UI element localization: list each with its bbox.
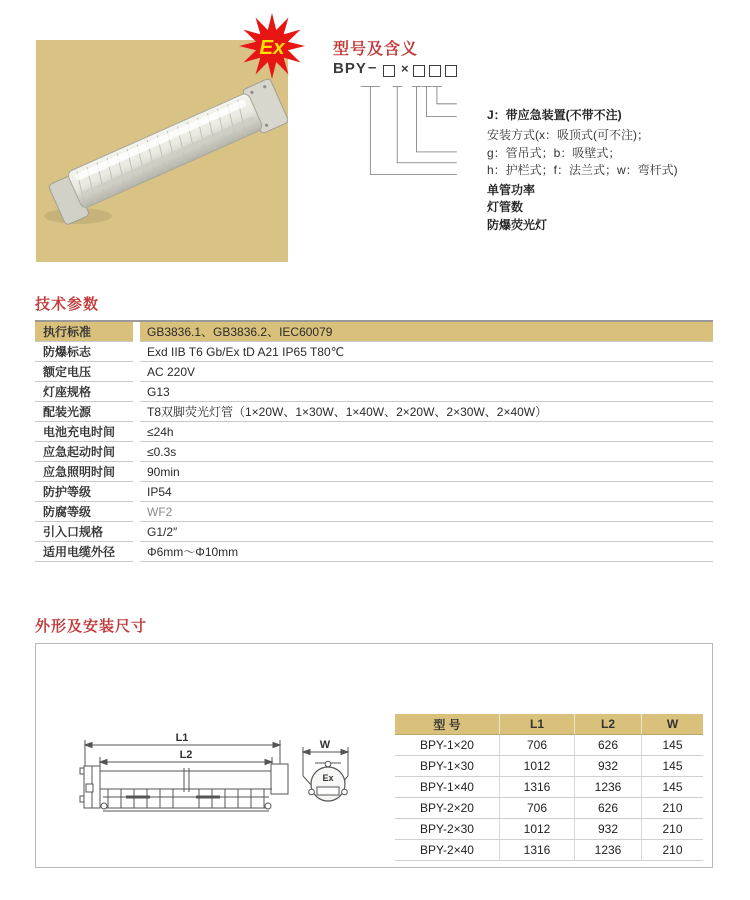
column-gap bbox=[133, 422, 140, 442]
tech-param-value: G1/2″ bbox=[140, 522, 713, 542]
dims-value-cell: 145 bbox=[642, 735, 703, 756]
dims-value-cell: 1012 bbox=[500, 756, 575, 777]
tech-param-label: 应急起动时间 bbox=[35, 442, 133, 462]
tech-param-row bbox=[35, 542, 713, 562]
column-gap bbox=[133, 342, 140, 362]
starburst-icon bbox=[238, 12, 306, 80]
tech-param-label: 额定电压 bbox=[35, 362, 133, 382]
ex-badge-text: Ex bbox=[259, 36, 285, 60]
dims-value-cell: 145 bbox=[642, 756, 703, 777]
dims-value-cell: 626 bbox=[575, 798, 642, 819]
tech-param-row bbox=[35, 522, 713, 542]
tech-param-row bbox=[35, 402, 713, 422]
dim-label-l2: L2 bbox=[179, 749, 193, 761]
dimensions-table-header bbox=[395, 714, 703, 735]
model-times: × bbox=[401, 61, 410, 76]
dims-table-row bbox=[395, 819, 703, 840]
callout-install-3: h：护栏式；f：法兰式；w：弯杆式) bbox=[487, 163, 678, 177]
tech-param-row bbox=[35, 342, 713, 362]
tech-param-row bbox=[35, 322, 713, 342]
callout-tube-count: 灯管数 bbox=[487, 200, 524, 214]
dims-value-cell: 1012 bbox=[500, 819, 575, 840]
tech-param-label: 电池充电时间 bbox=[35, 422, 133, 442]
tech-param-label: 应急照明时间 bbox=[35, 462, 133, 482]
tech-param-value: 90min bbox=[140, 462, 713, 482]
model-section-title: 型号及含义 bbox=[333, 41, 419, 58]
dims-table-row bbox=[395, 798, 703, 819]
outline-drawing bbox=[45, 700, 395, 850]
model-box-tube-count bbox=[383, 65, 395, 77]
tech-param-row bbox=[35, 502, 713, 522]
model-dash: – bbox=[368, 59, 378, 76]
tech-param-label: 执行标准 bbox=[35, 322, 133, 342]
tech-param-label: 引入口规格 bbox=[35, 522, 133, 542]
tech-param-value: Φ6mm～Φ10mm bbox=[140, 542, 713, 562]
column-gap bbox=[133, 402, 140, 422]
column-gap bbox=[133, 482, 140, 502]
dims-model-cell: BPY-1×40 bbox=[395, 777, 500, 798]
tech-param-row bbox=[35, 482, 713, 502]
dims-value-cell: 210 bbox=[642, 840, 703, 861]
column-gap bbox=[133, 522, 140, 542]
ex-starburst-logo bbox=[238, 12, 306, 80]
tech-param-label: 配装光源 bbox=[35, 402, 133, 422]
model-prefix: BPY bbox=[333, 60, 367, 77]
dims-value-cell: 932 bbox=[575, 756, 642, 777]
dims-value-cell: 706 bbox=[500, 735, 575, 756]
dims-value-cell: 1236 bbox=[575, 840, 642, 861]
callout-emergency: J：带应急装置(不带不注) bbox=[487, 108, 622, 122]
dims-value-cell: 932 bbox=[575, 819, 642, 840]
tech-param-label: 防护等级 bbox=[35, 482, 133, 502]
column-gap bbox=[133, 442, 140, 462]
end-view-ex-mark: Ex bbox=[322, 773, 334, 783]
dims-model-cell: BPY-1×20 bbox=[395, 735, 500, 756]
callout-install-2: g：管吊式；b：吸壁式； bbox=[487, 146, 621, 160]
column-gap bbox=[133, 362, 140, 382]
tech-param-value: Exd IIB T6 Gb/Ex tD A21 IP65 T80℃ bbox=[140, 342, 713, 362]
tech-param-label: 防腐等级 bbox=[35, 502, 133, 522]
dims-header-cell: L2 bbox=[575, 714, 642, 735]
dims-value-cell: 1316 bbox=[500, 840, 575, 861]
model-box-install bbox=[429, 65, 441, 77]
dims-header-cell: W bbox=[642, 714, 703, 735]
dims-model-cell: BPY-2×30 bbox=[395, 819, 500, 840]
dims-value-cell: 706 bbox=[500, 798, 575, 819]
tech-param-label: 防爆标志 bbox=[35, 342, 133, 362]
column-gap bbox=[133, 502, 140, 522]
tech-param-label: 适用电缆外径 bbox=[35, 542, 133, 562]
tech-param-row bbox=[35, 462, 713, 482]
dims-value-cell: 626 bbox=[575, 735, 642, 756]
dimensions-table bbox=[395, 714, 703, 861]
dims-model-cell: BPY-2×40 bbox=[395, 840, 500, 861]
column-gap bbox=[133, 322, 140, 342]
tech-params-table bbox=[35, 320, 713, 562]
model-box-emergency bbox=[445, 65, 457, 77]
dims-model-cell: BPY-1×30 bbox=[395, 756, 500, 777]
dims-table-row bbox=[395, 777, 703, 798]
tech-param-value: ≤0.3s bbox=[140, 442, 713, 462]
column-gap bbox=[133, 382, 140, 402]
tech-param-label: 灯座规格 bbox=[35, 382, 133, 402]
dims-table-row bbox=[395, 840, 703, 861]
dims-header-cell: 型 号 bbox=[395, 714, 500, 735]
model-connector-lines bbox=[320, 84, 500, 234]
dim-label-w: W bbox=[319, 739, 331, 751]
tech-param-value: ≤24h bbox=[140, 422, 713, 442]
dims-value-cell: 210 bbox=[642, 819, 703, 840]
tech-param-value: T8双脚荧光灯管（1×20W、1×30W、1×40W、2×20W、2×30W、2×40W） bbox=[140, 402, 713, 422]
callout-product: 防爆荧光灯 bbox=[487, 218, 548, 232]
tech-param-row bbox=[35, 362, 713, 382]
dims-table-row bbox=[395, 735, 703, 756]
column-gap bbox=[133, 542, 140, 562]
dimensions-table-body bbox=[395, 735, 703, 861]
callout-power: 单管功率 bbox=[487, 183, 536, 197]
tech-param-value: AC 220V bbox=[140, 362, 713, 382]
dimensions-title: 外形及安装尺寸 bbox=[35, 618, 148, 635]
tech-param-row bbox=[35, 382, 713, 402]
dims-value-cell: 145 bbox=[642, 777, 703, 798]
model-box-power bbox=[413, 65, 425, 77]
dims-value-cell: 210 bbox=[642, 798, 703, 819]
tech-param-value: GB3836.1、GB3836.2、IEC60079 bbox=[140, 322, 713, 342]
tech-param-value: G13 bbox=[140, 382, 713, 402]
dims-header-cell: L1 bbox=[500, 714, 575, 735]
tech-param-row bbox=[35, 442, 713, 462]
dims-value-cell: 1316 bbox=[500, 777, 575, 798]
dims-table-row bbox=[395, 756, 703, 777]
tech-params-title: 技术参数 bbox=[35, 296, 100, 313]
column-gap bbox=[133, 462, 140, 482]
dims-model-cell: BPY-2×20 bbox=[395, 798, 500, 819]
dims-value-cell: 1236 bbox=[575, 777, 642, 798]
tech-param-row bbox=[35, 422, 713, 442]
tech-param-value: WF2 bbox=[140, 502, 713, 522]
dim-label-l1: L1 bbox=[175, 732, 189, 744]
callout-install-1: 安装方式(x：吸顶式(可不注)； bbox=[487, 128, 649, 142]
tech-param-value: IP54 bbox=[140, 482, 713, 502]
